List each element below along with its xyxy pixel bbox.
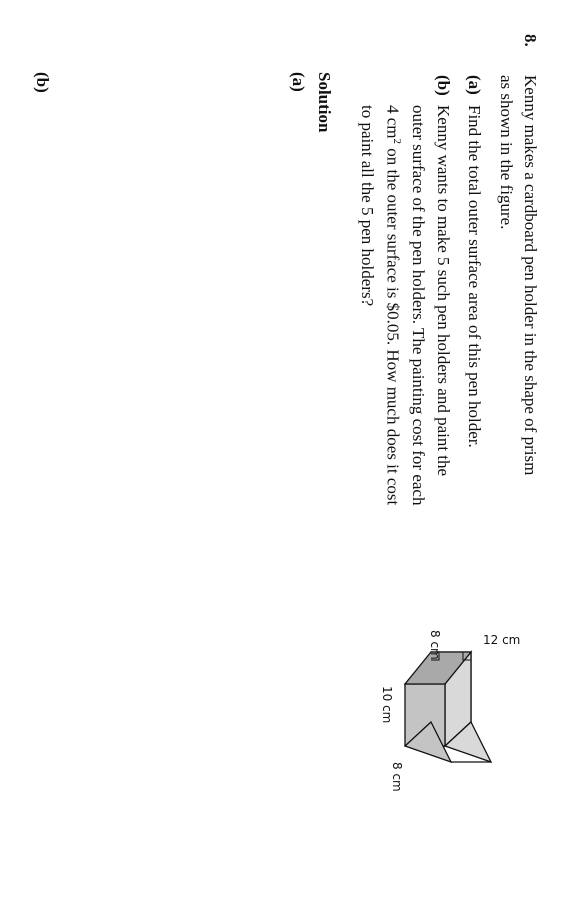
solution-part-a-label: (a) [289, 72, 308, 92]
part-b-line-3: 4 $cm^2$ on the outer surface is $0.05. How much does it cost [383, 105, 403, 506]
part-a-text: Find the total outer surface area of this pen holder. [465, 105, 484, 448]
part-a-label: (a) [465, 75, 484, 95]
label-left-height: 8 cm [428, 630, 442, 660]
solution-part-b-label: (b) [33, 72, 52, 93]
part-b-line-1: Kenny wants to make 5 such pen holders and paint the [434, 105, 453, 477]
superscript-two: 2 [391, 138, 403, 145]
part-b-line-2: outer surface of the pen holders. The painting cost for each [409, 105, 428, 506]
label-slant: 8 cm [390, 762, 404, 792]
prism-figure [365, 612, 521, 822]
label-bottom-depth: 10 cm [380, 686, 394, 724]
part-b-label: (b) [434, 75, 453, 96]
solution-heading: Solution [315, 72, 334, 133]
part-b-line-4: to paint all the 5 pen holders? [358, 105, 377, 307]
question-stem-line-2: as shown in the figure. [497, 75, 516, 230]
question-stem-line-1: Kenny makes a cardboard pen holder in the shape of prism [521, 75, 540, 476]
question-number: 8. [521, 34, 540, 47]
label-top-length: 12 cm [483, 633, 521, 647]
